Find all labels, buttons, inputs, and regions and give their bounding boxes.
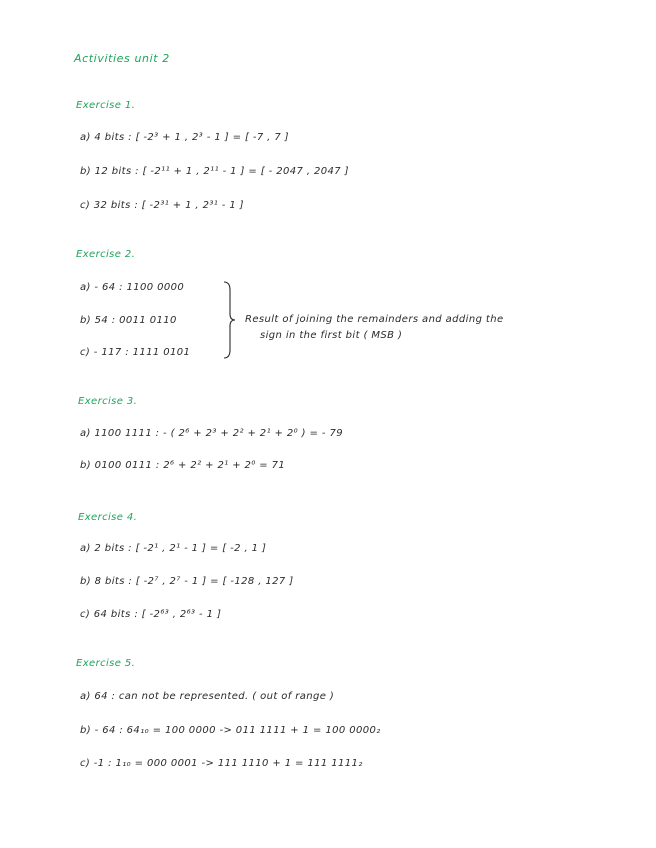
exercise-4-heading: Exercise 4. [78,512,138,523]
exercise-3-heading: Exercise 3. [78,396,138,407]
exercise-5-heading: Exercise 5. [76,658,136,669]
exercise-4-line-b: b) 8 bits : [ -2⁷ , 2⁷ - 1 ] = [ -128 , 127 ] [80,576,294,587]
exercise-1-line-c: c) 32 bits : [ -2³¹ + 1 , 2³¹ - 1 ] [80,200,244,211]
exercise-1-line-b: b) 12 bits : [ -2¹¹ + 1 , 2¹¹ - 1 ] = [ - 2047 , 2047 ] [80,166,349,177]
exercise-5-line-a: a) 64 : can not be represented. ( out of range ) [80,691,335,702]
exercise-2-line-b: b) 54 : 0011 0110 [80,315,177,326]
exercise-4-line-c: c) 64 bits : [ -2⁶³ , 2⁶³ - 1 ] [80,609,222,620]
exercise-2-line-c: c) - 117 : 1111 0101 [80,347,191,358]
page-title: Activities unit 2 [74,52,170,65]
exercise-3-line-b: b) 0100 0111 : 2⁶ + 2² + 2¹ + 2⁰ = 71 [80,460,286,471]
exercise-1-line-a: a) 4 bits : [ -2³ + 1 , 2³ - 1 ] = [ -7 , 7 ] [80,132,289,143]
curly-brace-icon [222,280,236,360]
exercise-1-heading: Exercise 1. [76,100,136,111]
exercise-3-line-a: a) 1100 1111 : - ( 2⁶ + 2³ + 2² + 2¹ + 2⁰ ) = - 79 [80,428,344,439]
exercise-2-heading: Exercise 2. [76,249,136,260]
exercise-2-line-a: a) - 64 : 1100 0000 [80,282,185,293]
exercise-4-line-a: a) 2 bits : [ -2¹ , 2¹ - 1 ] = [ -2 , 1 ] [80,543,267,554]
exercise-5-line-b: b) - 64 : 64₁₀ = 100 0000 -> 011 1111 + 1 = 100 0000₂ [80,725,381,736]
exercise-2-note-line-2: sign in the first bit ( MSB ) [260,330,403,341]
exercise-2-note-line-1: Result of joining the remainders and adding the [245,314,504,325]
exercise-5-line-c: c) -1 : 1₁₀ = 000 0001 -> 111 1110 + 1 = 111 1111₂ [80,758,363,769]
